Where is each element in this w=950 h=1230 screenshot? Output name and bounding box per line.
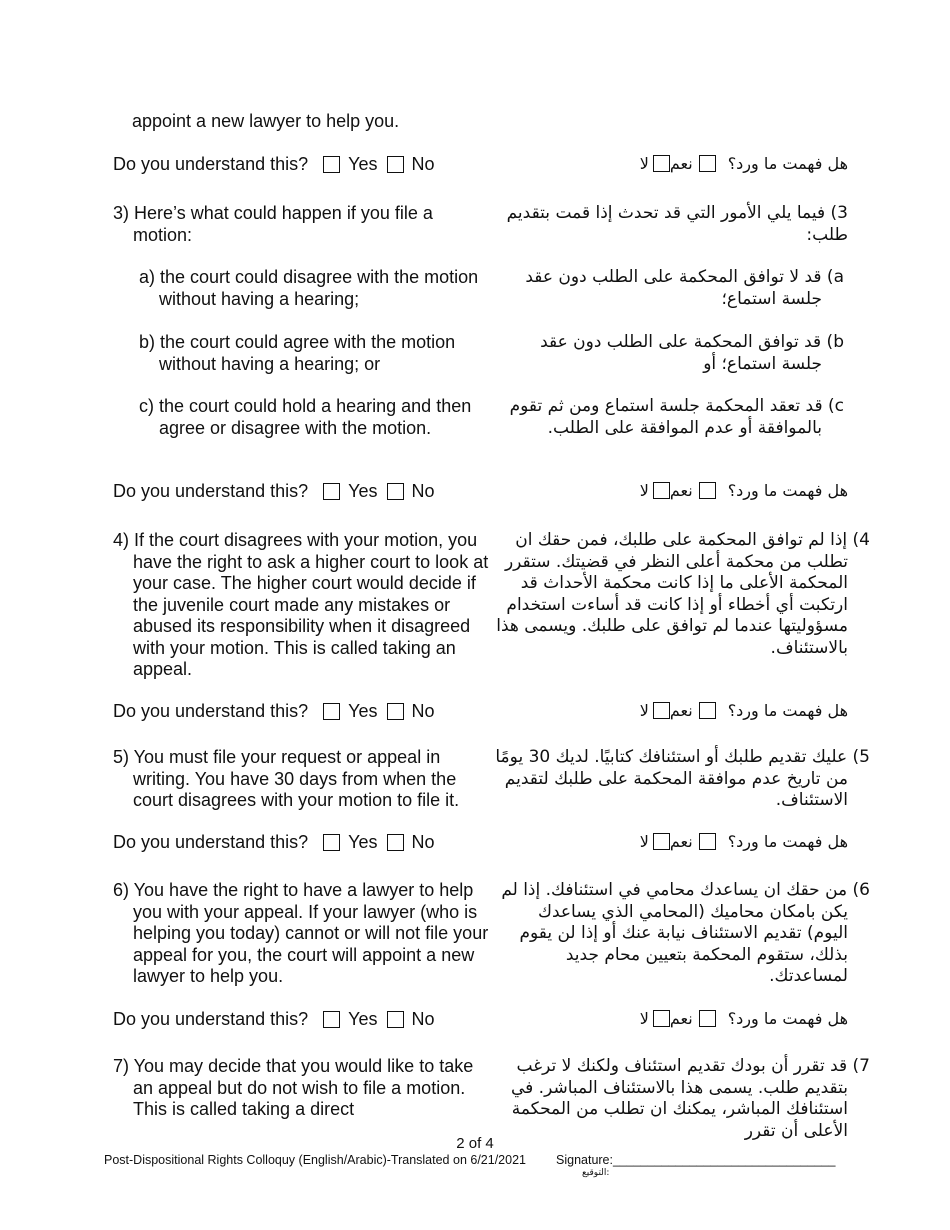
- no-label: No: [411, 1009, 435, 1029]
- item6-en: 6) You have the right to have a lawyer to help you with your appeal. If your lawyer (who is helping you today) cannot or will not file your appeal for you, the court will appoint a new lawyer to help you.: [113, 880, 489, 986]
- yes-checkbox[interactable]: [323, 1011, 340, 1028]
- ar-no-label: لا: [639, 481, 649, 500]
- ar-yes-checkbox[interactable]: [699, 1010, 716, 1027]
- understand-row: [113, 154, 444, 175]
- understand-row: [113, 1009, 444, 1030]
- item7-ar: 7) قد تقرر أن بودك تقديم استئناف ولكنك لا ترغب بتقديم طلب. يسمى هذا بالاستئناف المباشر. في استئنافك المباشر، يمكنك ان تطلب من المحكمة الأعلى أن تقرر: [510, 1056, 870, 1141]
- ar-understand-row: [640, 832, 848, 851]
- understand-question: Do you understand this?: [113, 154, 309, 174]
- yes-checkbox[interactable]: [323, 703, 340, 720]
- ar-no-label: لا: [639, 832, 649, 851]
- item5-en: 5) You must file your request or appeal in writing. You have 30 days from when the court disagrees with your motion to file it.: [113, 747, 460, 810]
- ar-understand-question: هل فهمت ما ورد؟: [727, 701, 848, 720]
- item3b-en: b) the court could agree with the motion without having a hearing; or: [139, 332, 456, 374]
- understand-row: [113, 481, 444, 502]
- ar-no-checkbox[interactable]: [653, 833, 670, 850]
- ar-yes-checkbox[interactable]: [699, 155, 716, 172]
- no-checkbox[interactable]: [387, 834, 404, 851]
- item3-ar: 3) فيما يلي الأمور التي قد تحدث إذا قمت بتقديم طلب:: [506, 203, 848, 245]
- ar-yes-label: نعم: [669, 481, 693, 500]
- ar-understand-question: هل فهمت ما ورد؟: [727, 1009, 848, 1028]
- ar-no-checkbox[interactable]: [653, 482, 670, 499]
- no-label: No: [411, 701, 435, 721]
- signature-label-ar: التوقيع:: [582, 1168, 610, 1178]
- item4-en: 4) If the court disagrees with your motion, you have the right to ask a higher court to look at your case. The higher court would decide if the juvenile court made any mistakes or abused its responsibility when it disagreed with your motion. This is called taking an appeal.: [113, 530, 489, 679]
- signature-line[interactable]: Signature:________________________________: [556, 1153, 836, 1167]
- no-label: No: [411, 481, 435, 501]
- yes-checkbox[interactable]: [323, 483, 340, 500]
- ar-yes-checkbox[interactable]: [699, 482, 716, 499]
- ar-no-label: لا: [639, 701, 649, 720]
- item7-en: 7) You may decide that you would like to take an appeal but do not wish to file a motion. This is called taking a direct: [113, 1056, 474, 1119]
- ar-understand-row: [640, 481, 848, 500]
- ar-understand-question: هل فهمت ما ورد؟: [727, 832, 848, 851]
- yes-checkbox[interactable]: [323, 156, 340, 173]
- ar-understand-row: [640, 1009, 848, 1028]
- ar-yes-checkbox[interactable]: [699, 833, 716, 850]
- item3c-en: c) the court could hold a hearing and then agree or disagree with the motion.: [139, 396, 472, 438]
- document-title: Post-Dispositional Rights Colloquy (English/Arabic)-Translated on 6/21/2021: [104, 1153, 526, 1167]
- ar-yes-label: نعم: [669, 154, 693, 173]
- item4-ar: 4) إذا لم توافق المحكمة على طلبك، فمن حقك ان تطلب من محكمة أعلى النظر في قضيتك. ستقرر المحكمة الأعلى ما إذا كانت محكمة الأحداث قد ارتكبت أي أخطاء أو إذا كانت قد أساءت استخدام مسؤوليتها عندما لم توافق على طلبك. ويسمى هذا بالاستئناف.: [496, 530, 870, 658]
- ar-no-label: لا: [639, 154, 649, 173]
- no-checkbox[interactable]: [387, 703, 404, 720]
- ar-yes-label: نعم: [669, 832, 693, 851]
- item3b-ar: b) قد توافق المحكمة على الطلب دون عقد جلسة استماع؛ أو: [540, 332, 844, 374]
- understand-row: [113, 832, 444, 853]
- item3-en: 3) Here’s what could happen if you file a motion:: [113, 203, 433, 245]
- ar-no-checkbox[interactable]: [653, 1010, 670, 1027]
- yes-checkbox[interactable]: [323, 834, 340, 851]
- continuation-text: appoint a new lawyer to help you.: [132, 111, 400, 131]
- yes-label: Yes: [348, 154, 378, 174]
- understand-row: [113, 701, 444, 722]
- ar-yes-label: نعم: [669, 701, 693, 720]
- no-label: No: [411, 832, 435, 852]
- ar-no-checkbox[interactable]: [653, 702, 670, 719]
- ar-no-label: لا: [639, 1009, 649, 1028]
- understand-question: Do you understand this?: [113, 832, 309, 852]
- understand-question: Do you understand this?: [113, 481, 309, 501]
- item3c-ar: c) قد تعقد المحكمة جلسة استماع ومن ثم تقوم بالموافقة أو عدم الموافقة على الطلب.: [509, 396, 844, 438]
- yes-label: Yes: [348, 832, 378, 852]
- no-checkbox[interactable]: [387, 156, 404, 173]
- item6-ar: 6) من حقك ان يساعدك محامي في استئنافك. إذا لم يكن بامكان محاميك (المحامي الذي يساعدك اليوم) تقديم الاستئناف نيابة عنك أو إذا لن يقوم بذلك، ستقوم المحكمة بتعيين محام جديد لمساعدتك.: [501, 880, 870, 986]
- yes-label: Yes: [348, 1009, 378, 1029]
- ar-understand-question: هل فهمت ما ورد؟: [727, 154, 848, 173]
- no-label: No: [411, 154, 435, 174]
- yes-label: Yes: [348, 701, 378, 721]
- yes-label: Yes: [348, 481, 378, 501]
- item3a-en: a) the court could disagree with the motion without having a hearing;: [139, 267, 479, 309]
- ar-understand-question: هل فهمت ما ورد؟: [727, 481, 848, 500]
- ar-no-checkbox[interactable]: [653, 155, 670, 172]
- no-checkbox[interactable]: [387, 1011, 404, 1028]
- ar-yes-label: نعم: [669, 1009, 693, 1028]
- understand-question: Do you understand this?: [113, 701, 309, 721]
- page-number: 2 of 4: [456, 1135, 494, 1152]
- item5-ar: 5) عليك تقديم طلبك أو استئنافك كتابيًا. لديك 30 يومًا من تاريخ عدم موافقة المحكمة على طلبك لتقديم الاستئناف.: [495, 747, 870, 810]
- ar-understand-row: [640, 154, 848, 173]
- ar-yes-checkbox[interactable]: [699, 702, 716, 719]
- item3a-ar: a) قد لا توافق المحكمة على الطلب دون عقد جلسة استماع؛: [525, 267, 844, 309]
- no-checkbox[interactable]: [387, 483, 404, 500]
- understand-question: Do you understand this?: [113, 1009, 309, 1029]
- ar-understand-row: [640, 701, 848, 720]
